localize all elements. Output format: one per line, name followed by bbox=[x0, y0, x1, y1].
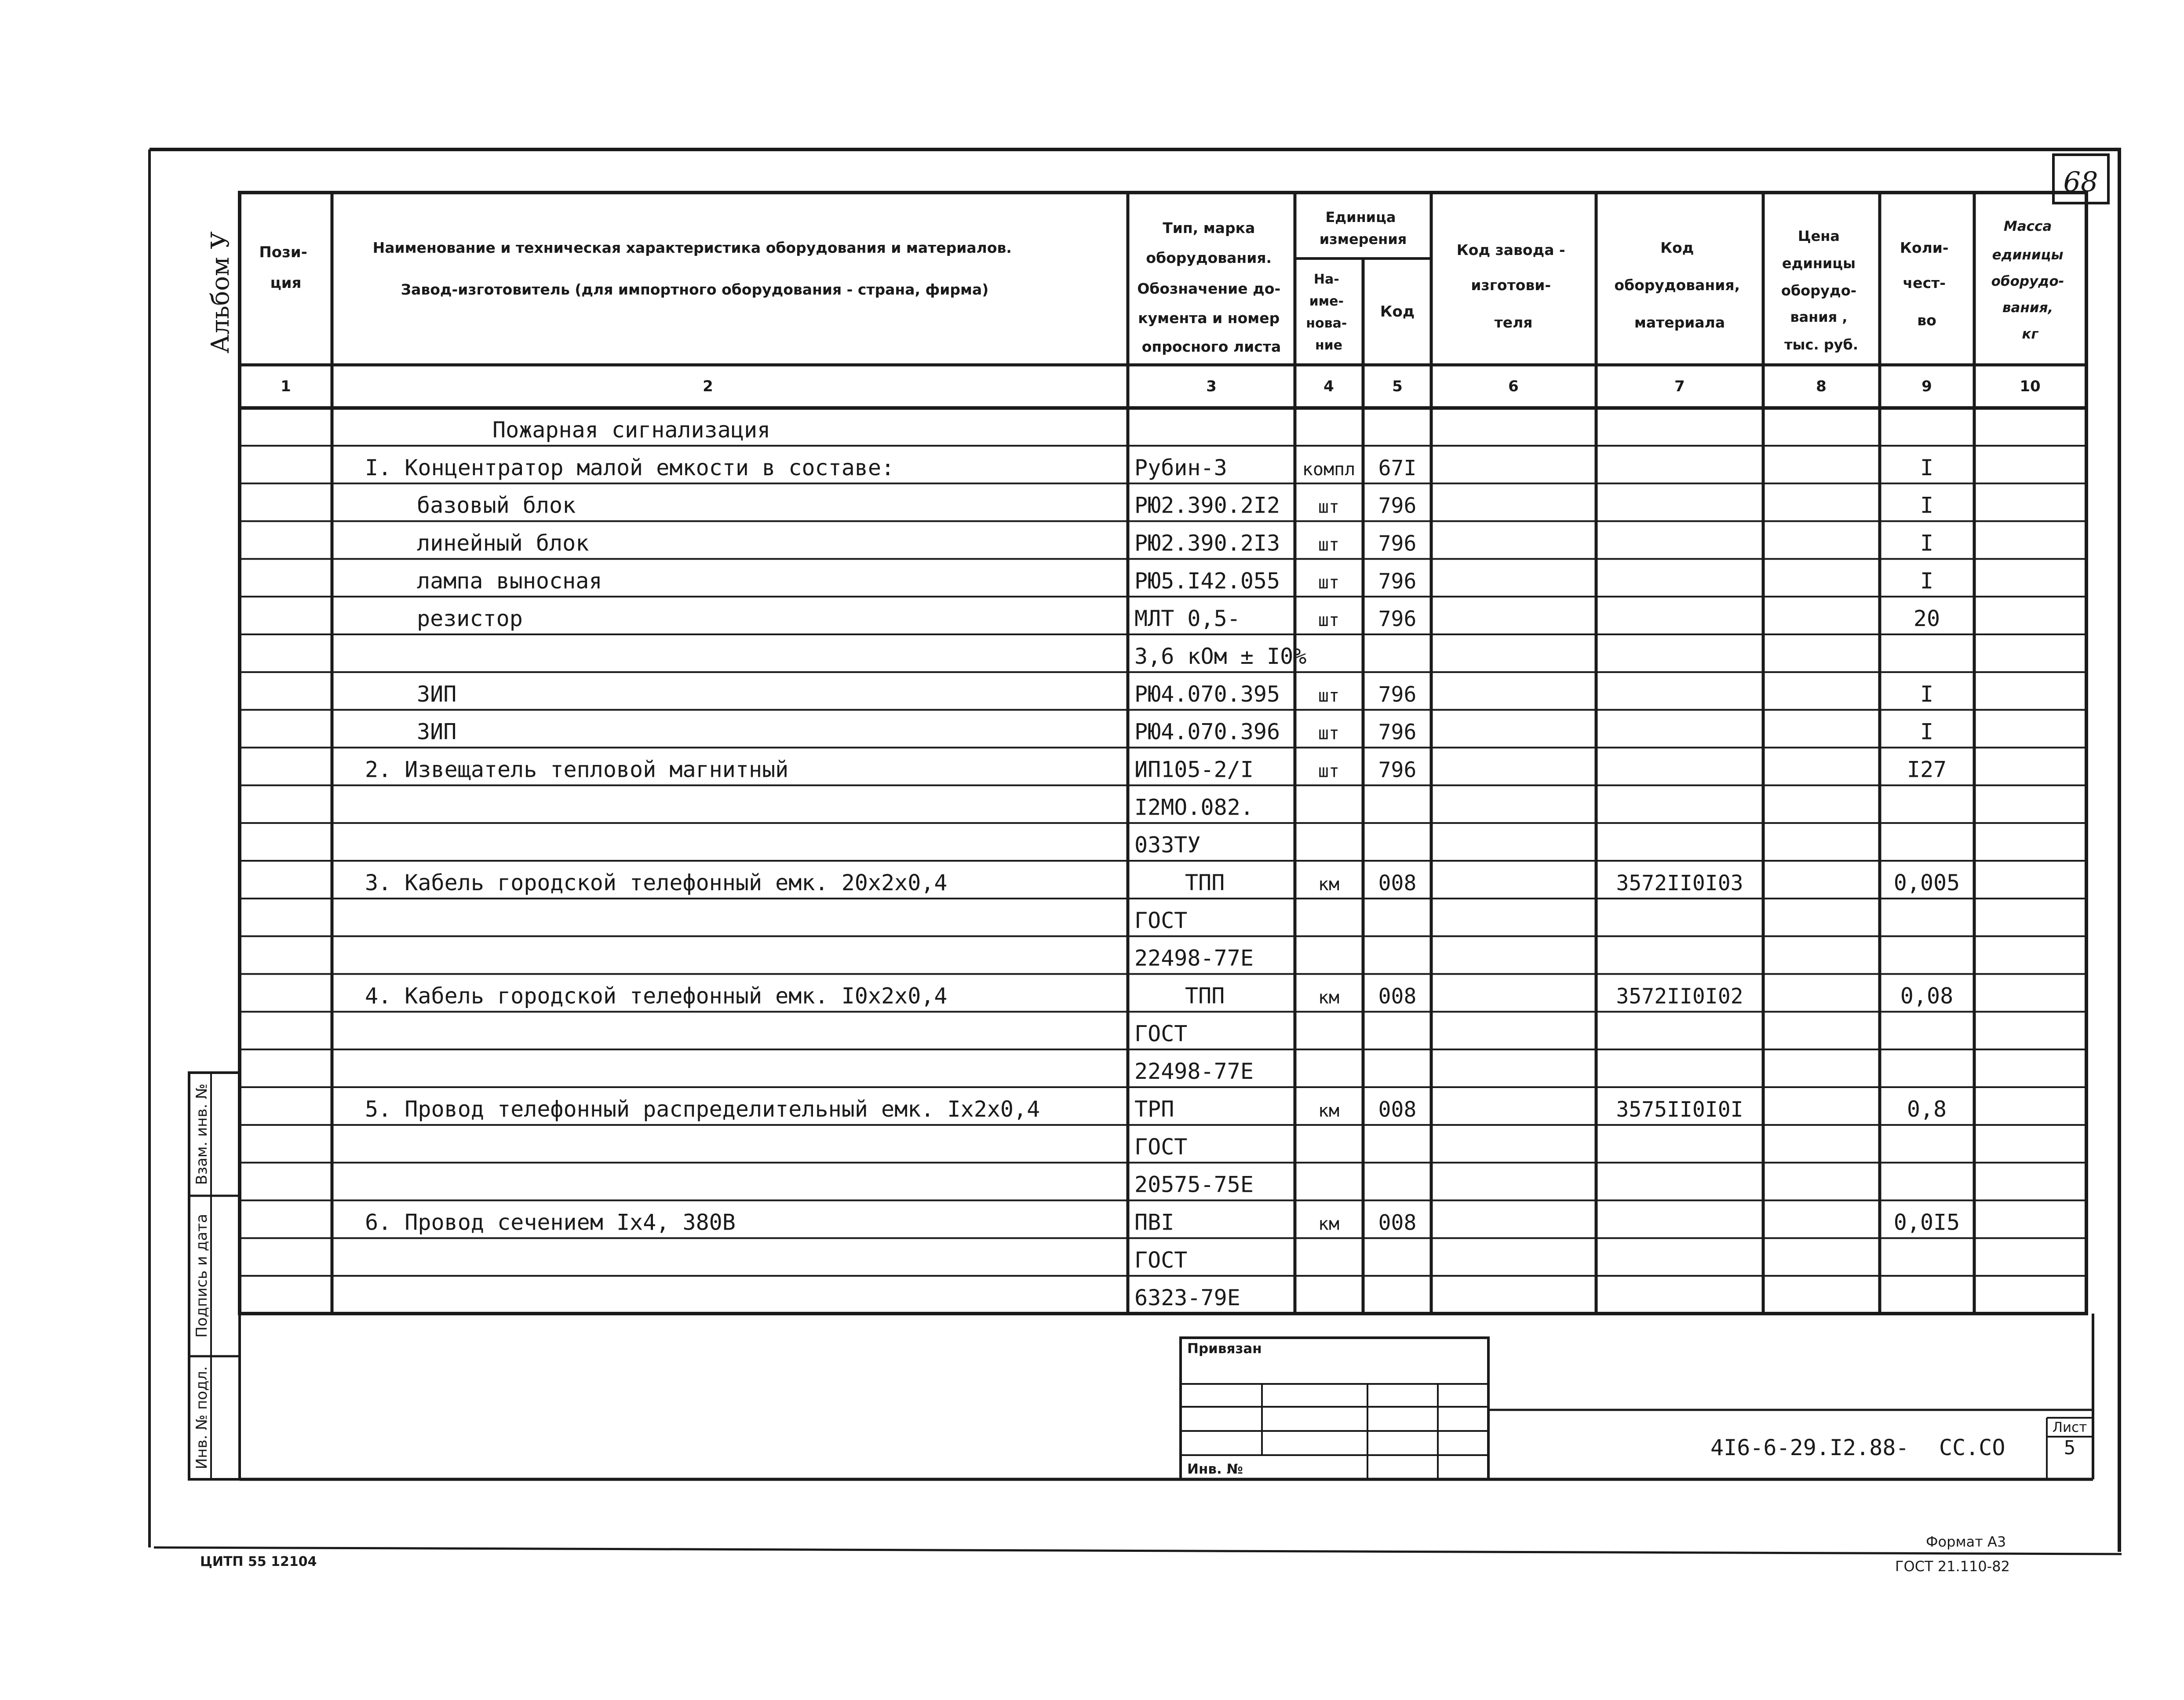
cell-unit: компл bbox=[1302, 459, 1356, 480]
cell-type: ТПП bbox=[1185, 870, 1225, 896]
cell-unit: км bbox=[1318, 874, 1340, 895]
table-row bbox=[492, 417, 770, 443]
stamp-original-inv: Инв. № подл. bbox=[193, 1366, 211, 1470]
cell-name: I. Концентратор малой емкости в составе: bbox=[365, 455, 895, 481]
cell-type: ГОСТ bbox=[1134, 1247, 1188, 1273]
table-row bbox=[417, 719, 1933, 745]
table-row bbox=[417, 530, 1933, 556]
cell-mat: 3572II0I02 bbox=[1616, 984, 1743, 1009]
cell-name: резистор bbox=[417, 606, 523, 632]
cell-code: 796 bbox=[1378, 531, 1417, 556]
stamp-replacement-inv: Взам. инв. № bbox=[193, 1083, 211, 1185]
header-col2: Наименование и техническая характеристика оборудования и материалов. Завод-изготовитель (для импортного оборудования - страна, фирма) bbox=[372, 239, 1012, 298]
gost-reference: ГОСТ 21.110-82 bbox=[1895, 1558, 2010, 1575]
header-col3: Тип, марка оборудования. Обозначение до- кумента и номер опросного листа bbox=[1137, 219, 1281, 355]
cell-qty: 20 bbox=[1913, 606, 1940, 632]
cell-type: РЮ4.070.396 bbox=[1134, 719, 1280, 745]
sheet-number-box bbox=[2053, 155, 2108, 203]
cell-type: 20575-75Е bbox=[1134, 1172, 1254, 1198]
cell-code: 008 bbox=[1378, 1210, 1417, 1235]
column-number-row bbox=[281, 378, 2041, 395]
cell-type: 6323-79Е bbox=[1134, 1285, 1240, 1311]
cell-qty: 0,8 bbox=[1907, 1096, 1947, 1122]
table-row bbox=[365, 455, 1933, 481]
table-row bbox=[365, 870, 1960, 896]
column-number: 9 bbox=[1921, 378, 1932, 395]
side-stamp bbox=[189, 1073, 240, 1479]
cell-qty: 0,08 bbox=[1900, 983, 1954, 1009]
table-row bbox=[1134, 1021, 1187, 1046]
table-row bbox=[365, 983, 1953, 1008]
table-row bbox=[417, 681, 1933, 707]
cell-name: Пожарная сигнализация bbox=[492, 417, 771, 443]
header-col4: На- име- нова- ние bbox=[1306, 272, 1347, 353]
cell-type: МЛТ 0,5- bbox=[1134, 606, 1240, 632]
cell-code: 67I bbox=[1378, 455, 1417, 481]
binding-label: Привязан bbox=[1187, 1341, 1262, 1357]
cell-name: ЗИП bbox=[417, 681, 457, 707]
table-row bbox=[1134, 946, 1254, 971]
cell-qty: I bbox=[1920, 568, 1934, 594]
cell-type: ГОСТ bbox=[1134, 1134, 1188, 1160]
binding-block bbox=[1181, 1338, 1488, 1479]
cell-type: РЮ5.I42.055 bbox=[1134, 568, 1280, 594]
cell-qty: I bbox=[1920, 530, 1934, 556]
sheet-label: Лист bbox=[2052, 1420, 2087, 1435]
column-number: 6 bbox=[1508, 378, 1519, 395]
cell-unit: шт bbox=[1318, 761, 1340, 782]
title-block bbox=[1488, 1410, 2093, 1479]
header-col8: Цена единицы оборудо- вания , тыс. руб. bbox=[1781, 228, 1859, 353]
format-label: Формат А3 bbox=[1926, 1533, 2006, 1550]
document-code: 4I6-6-29.I2.88- bbox=[1710, 1435, 1909, 1460]
cell-type: Рубин-3 bbox=[1134, 455, 1227, 481]
cell-unit: шт bbox=[1318, 723, 1340, 744]
cell-name: линейный блок bbox=[417, 530, 589, 556]
cell-name: базовый блок bbox=[417, 492, 576, 518]
cell-code: 796 bbox=[1378, 757, 1417, 783]
cell-type: ГОСТ bbox=[1134, 907, 1188, 933]
table-body bbox=[365, 417, 1960, 1310]
cell-unit: км bbox=[1318, 987, 1340, 1008]
cell-unit: шт bbox=[1318, 685, 1340, 706]
table-row bbox=[1134, 1134, 1187, 1160]
cell-type: 22498-77Е bbox=[1134, 945, 1254, 971]
cell-type: ГОСТ bbox=[1134, 1021, 1188, 1047]
cell-unit: шт bbox=[1318, 572, 1340, 593]
cell-type: РЮ2.390.2I2 bbox=[1134, 492, 1280, 518]
table-row bbox=[1134, 908, 1187, 933]
column-number: 2 bbox=[703, 378, 713, 395]
cell-name: 4. Кабель городской телефонный емк. I0х2х0,4 bbox=[365, 983, 948, 1009]
cell-type: I2МО.082. bbox=[1134, 794, 1254, 820]
table-row bbox=[1134, 644, 1306, 669]
header-col5: Код bbox=[1380, 303, 1415, 320]
cell-code: 008 bbox=[1378, 1097, 1417, 1122]
cell-code: 796 bbox=[1378, 569, 1417, 594]
cell-name: лампа выносная bbox=[417, 568, 602, 594]
column-number: 3 bbox=[1206, 378, 1217, 395]
column-number: 5 bbox=[1392, 378, 1403, 395]
cell-type: ТПП bbox=[1185, 983, 1225, 1009]
header-col7: Код оборудования, материала bbox=[1614, 239, 1740, 331]
cell-type: 22498-77Е bbox=[1134, 1059, 1254, 1085]
cell-code: 008 bbox=[1378, 984, 1417, 1009]
table-row bbox=[1134, 1059, 1254, 1084]
cell-mat: 3572II0I03 bbox=[1616, 870, 1743, 896]
document-suffix: СС.СО bbox=[1939, 1435, 2005, 1460]
cell-type: РЮ2.390.2I3 bbox=[1134, 530, 1280, 556]
cell-code: 796 bbox=[1378, 493, 1417, 518]
cell-name: 6. Провод сечением Iх4, 380В bbox=[365, 1209, 736, 1235]
table-row bbox=[1134, 794, 1254, 820]
cell-unit: км bbox=[1318, 1100, 1340, 1121]
table-row bbox=[417, 493, 1933, 518]
cell-code: 796 bbox=[1378, 607, 1417, 632]
cell-code: 796 bbox=[1378, 720, 1417, 745]
column-number: 7 bbox=[1674, 378, 1685, 395]
table-header bbox=[259, 209, 2069, 355]
cell-unit: км bbox=[1318, 1214, 1340, 1234]
header-col10: Масса единицы оборудо- вания, кг bbox=[1991, 218, 2064, 342]
cell-unit: шт bbox=[1318, 497, 1340, 517]
header-col9: Коли- чест- во bbox=[1900, 239, 1949, 329]
cell-code: 008 bbox=[1378, 870, 1417, 896]
table-row bbox=[1134, 1172, 1254, 1198]
cell-type: 3,6 кОм ± I0% bbox=[1134, 643, 1307, 669]
inventory-number-label: Инв. № bbox=[1187, 1461, 1243, 1477]
header-unit-group: Единица измерения bbox=[1319, 209, 1407, 248]
table-row bbox=[1134, 1247, 1187, 1273]
cell-unit: шт bbox=[1318, 535, 1340, 555]
sheet-number: 68 bbox=[2063, 166, 2098, 198]
cell-name: 5. Провод телефонный распределительный емк. Iх2х0,4 bbox=[365, 1096, 1040, 1122]
album-label: Альбом У bbox=[206, 231, 235, 353]
column-number: 4 bbox=[1324, 378, 1334, 395]
table-row bbox=[365, 757, 1947, 782]
cell-mat: 3575II0I0I bbox=[1616, 1097, 1743, 1122]
column-number: 1 bbox=[281, 378, 291, 395]
stamp-signature-date: Подпись и дата bbox=[193, 1214, 211, 1338]
cell-qty: 0,005 bbox=[1893, 870, 1960, 896]
cell-qty: I bbox=[1920, 455, 1934, 481]
table-row bbox=[365, 1096, 1947, 1122]
sheet-page-number: 5 bbox=[2064, 1437, 2076, 1459]
cell-type: 033ТУ bbox=[1134, 832, 1201, 858]
cell-qty: I27 bbox=[1907, 757, 1947, 783]
cell-qty: I bbox=[1920, 492, 1934, 518]
table-row bbox=[365, 1209, 1960, 1235]
cell-code: 796 bbox=[1378, 682, 1417, 707]
table-row bbox=[1134, 1285, 1240, 1310]
cell-type: ПВI bbox=[1134, 1209, 1174, 1235]
cell-name: 2. Извещатель тепловой магнитный bbox=[365, 757, 789, 783]
cell-type: ТРП bbox=[1134, 1096, 1174, 1122]
cell-type: РЮ4.070.395 bbox=[1134, 681, 1280, 707]
cell-unit: шт bbox=[1318, 610, 1340, 631]
cell-type: ИП105-2/I bbox=[1134, 757, 1254, 783]
cell-name: 3. Кабель городской телефонный емк. 20х2х0,4 bbox=[365, 870, 948, 896]
cell-qty: 0,0I5 bbox=[1893, 1209, 1960, 1235]
print-code: ЦИТП 55 12104 bbox=[200, 1554, 317, 1569]
table-row bbox=[417, 568, 1933, 593]
table-row bbox=[417, 606, 1940, 631]
header-col6: Код завода - изготови- теля bbox=[1456, 241, 1565, 331]
header-col1: Пози- ция bbox=[259, 244, 307, 292]
cell-name: ЗИП bbox=[417, 719, 457, 745]
cell-qty: I bbox=[1920, 719, 1934, 745]
column-number: 10 bbox=[2020, 378, 2041, 395]
table-row bbox=[1134, 832, 1201, 858]
cell-qty: I bbox=[1920, 681, 1934, 707]
column-number: 8 bbox=[1816, 378, 1827, 395]
